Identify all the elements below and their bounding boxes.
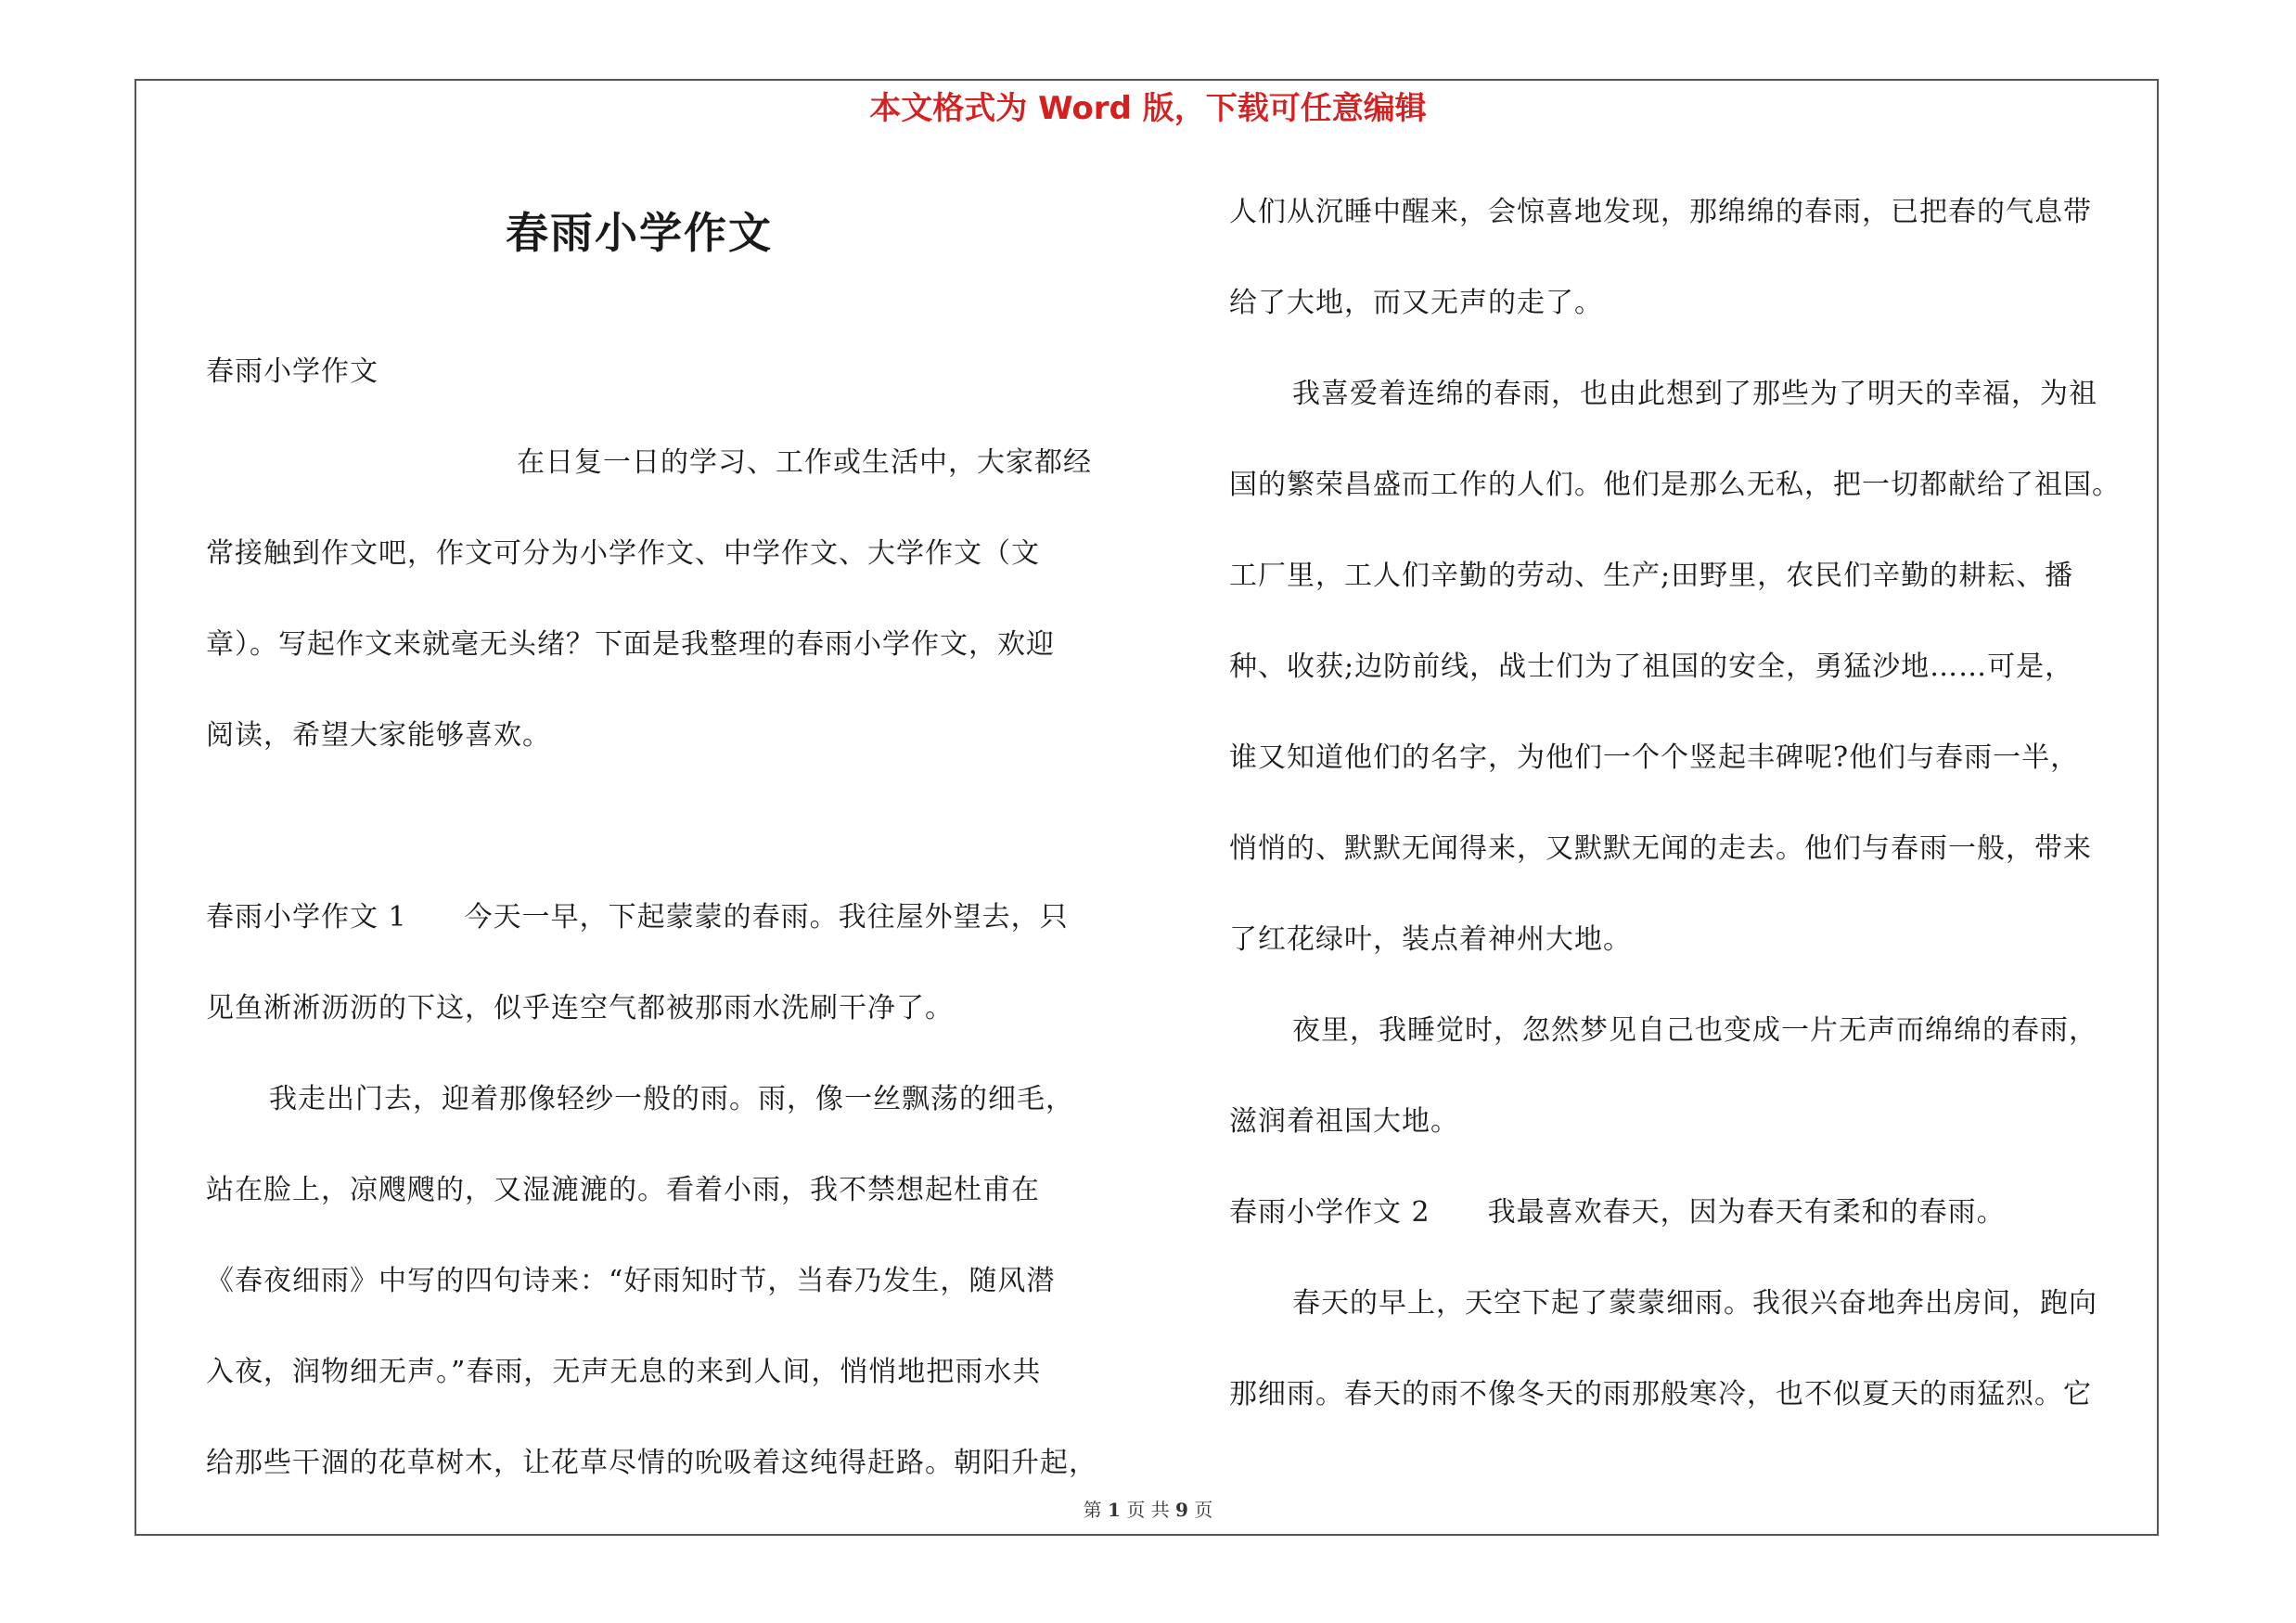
paragraph-line: 那细雨。春天的雨不像冬天的雨那般寒冷，也不似夏天的雨猛烈。它: [1229, 1378, 2092, 1410]
paragraph-line: 人们从沉睡中醒来，会惊喜地发现，那绵绵的春雨，已把春的气息带: [1229, 196, 2092, 228]
page-footer: [0, 1496, 2296, 1524]
paragraph-line: 常接触到作文吧，作文可分为小学作文、中学作文、大学作文（文: [206, 537, 1040, 570]
paragraph-line: 给那些干涸的花草树木，让花草尽情的吮吸着这纯得赶路。朝阳升起，: [206, 1447, 1097, 1479]
paragraph-line: 我走出门去，迎着那像轻纱一般的雨。雨，像一丝飘荡的细毛，: [269, 1083, 1074, 1115]
footer-middle: 页 共: [1126, 1499, 1170, 1521]
word-format-banner: [0, 85, 2296, 132]
paragraph-line: 见鱼淅淅沥沥的下这，似乎连空气都被那雨水洗刷干净了。: [206, 992, 954, 1024]
document-title: 春雨小学作文: [506, 208, 773, 258]
paragraph-line: 夜里，我睡觉时，忽然梦见自己也变成一片无声而绵绵的春雨，: [1292, 1014, 2097, 1047]
paragraph-line: 入夜，润物细无声。”春雨，无声无息的来到人间，悄悄地把雨水共: [206, 1356, 1042, 1388]
paragraph-line: 了红花绿叶，装点着神州大地。: [1229, 923, 1632, 956]
paragraph-line: 种、收获;边防前线，战士们为了祖国的安全，勇猛沙地……可是，: [1229, 650, 2074, 683]
paragraph-line: 给了大地，而又无声的走了。: [1229, 287, 1603, 319]
paragraph-line: 《春夜细雨》中写的四句诗来：“好雨知时节，当春乃发生，随风潜: [206, 1265, 1056, 1297]
paragraph-line: 悄悄的、默默无闻得来，又默默无闻的走去。他们与春雨一般，带来: [1229, 832, 2092, 865]
paragraph-line: 站在脸上，凉飕飕的，又湿漉漉的。看着小雨，我不禁想起杜甫在: [206, 1174, 1040, 1206]
section-heading-line: 春雨小学作文 1 今天一早，下起蒙蒙的春雨。我往屋外望去，只: [206, 901, 1069, 934]
section-heading-line: 春雨小学作文 2 我最喜欢春天，因为春天有柔和的春雨。: [1229, 1196, 2006, 1229]
paragraph-line: 工厂里，工人们辛勤的劳动、生产;田野里，农民们辛勤的耕耘、播: [1229, 560, 2074, 592]
footer-page-number: 1: [1108, 1499, 1121, 1521]
paragraph-line: 国的繁荣昌盛而工作的人们。他们是那么无私，把一切都献给了祖国。: [1229, 469, 2121, 501]
paragraph-line: 在日复一日的学习、工作或生活中，大家都经: [517, 446, 1092, 479]
paragraph-line: 我喜爱着连绵的春雨，也由此想到了那些为了明天的幸福，为祖: [1292, 378, 2097, 410]
paragraph-line: 春天的早上，天空下起了蒙蒙细雨。我很兴奋地奔出房间，跑向: [1292, 1287, 2097, 1320]
paragraph-line: 谁又知道他们的名字，为他们一个个竖起丰碑呢?他们与春雨一半，: [1229, 741, 2080, 774]
footer-total-pages: 9: [1175, 1499, 1188, 1521]
paragraph-line: 章）。写起作文来就毫无头绪？下面是我整理的春雨小学作文，欢迎: [206, 628, 1055, 661]
footer-suffix: 页: [1194, 1499, 1213, 1521]
subtitle-line: 春雨小学作文: [206, 355, 378, 388]
banner-text: 本文格式为 Word 版，下载可任意编辑: [869, 90, 1427, 127]
paragraph-line: 滋润着祖国大地。: [1229, 1105, 1459, 1138]
paragraph-line: 阅读，希望大家能够喜欢。: [206, 719, 551, 752]
footer-prefix: 第: [1083, 1499, 1102, 1521]
